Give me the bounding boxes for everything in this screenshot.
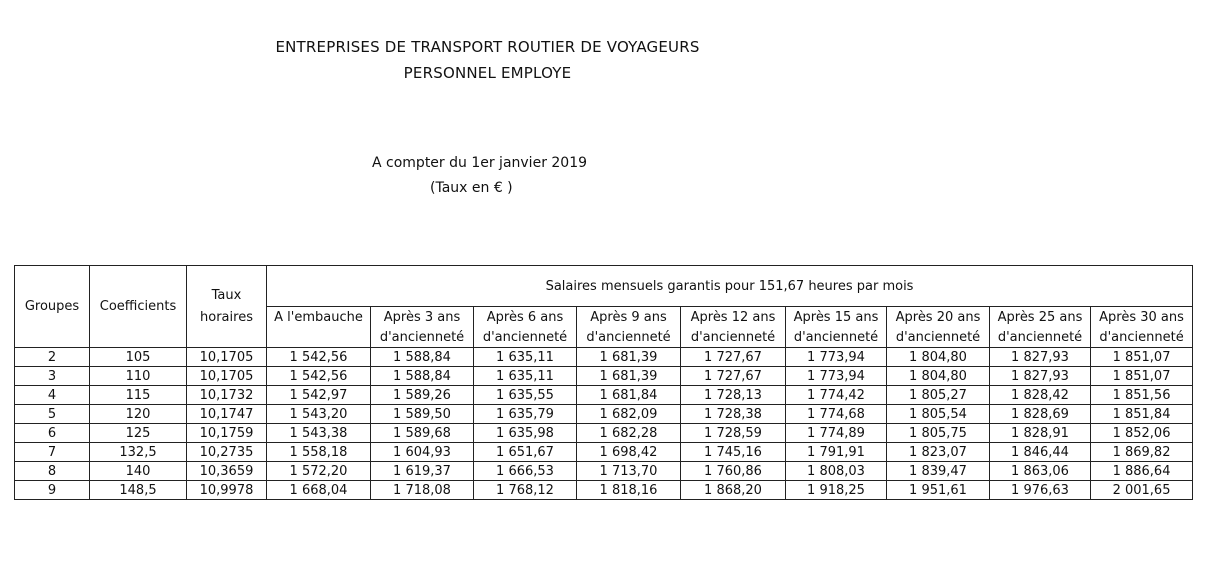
cell-salaire: 1 728,38: [681, 405, 786, 424]
cell-salaire: 1 774,89: [786, 424, 887, 443]
cell-salaire: 1 588,84: [371, 348, 474, 367]
cell-salaire: 1 852,06: [1091, 424, 1193, 443]
cell-coefficient: 110: [90, 367, 187, 386]
salary-col-header-line1: Après 20 ans: [887, 307, 990, 328]
cell-groupe: 8: [15, 462, 90, 481]
header-groupes: Groupes: [15, 266, 90, 348]
cell-salaire: 1 804,80: [887, 348, 990, 367]
cell-salaire: 1 589,50: [371, 405, 474, 424]
cell-salaire: 1 681,39: [577, 367, 681, 386]
cell-salaire: 1 635,79: [474, 405, 577, 424]
cell-groupe: 2: [15, 348, 90, 367]
cell-taux-horaire: 10,1759: [187, 424, 267, 443]
cell-salaire: 1 635,11: [474, 367, 577, 386]
cell-salaire: 1 635,55: [474, 386, 577, 405]
salary-col-header-line1: Après 12 ans: [681, 307, 786, 328]
salary-col-header-line2: d'ancienneté: [577, 327, 681, 348]
cell-salaire: 1 635,11: [474, 348, 577, 367]
cell-salaire: 1 681,84: [577, 386, 681, 405]
cell-salaire: 1 851,84: [1091, 405, 1193, 424]
cell-salaire: 1 760,86: [681, 462, 786, 481]
cell-salaire: 1 828,42: [990, 386, 1091, 405]
cell-taux-horaire: 10,9978: [187, 481, 267, 500]
cell-groupe: 3: [15, 367, 90, 386]
cell-salaire: 1 682,09: [577, 405, 681, 424]
salary-col-header-line1: Après 25 ans: [990, 307, 1091, 328]
cell-salaire: 1 804,80: [887, 367, 990, 386]
table-row: [15, 443, 1193, 462]
cell-salaire: 1 827,93: [990, 348, 1091, 367]
cell-salaire: 1 868,20: [681, 481, 786, 500]
table-row: [15, 462, 1193, 481]
cell-salaire: 1 828,91: [990, 424, 1091, 443]
table-row: [15, 367, 1193, 386]
table-row: [15, 481, 1193, 500]
table-row: [15, 424, 1193, 443]
cell-salaire: 1 869,82: [1091, 443, 1193, 462]
salary-col-header-line2: d'ancienneté: [1091, 327, 1193, 348]
salary-col-header-line2: d'ancienneté: [474, 327, 577, 348]
effective-date: A compter du 1er janvier 2019: [372, 155, 588, 171]
cell-salaire: 1 589,68: [371, 424, 474, 443]
cell-salaire: 1 886,64: [1091, 462, 1193, 481]
header-coefficients: Coefficients: [90, 266, 187, 348]
cell-salaire: 1 588,84: [371, 367, 474, 386]
cell-salaire: 1 727,67: [681, 348, 786, 367]
table-row: [15, 386, 1193, 405]
cell-salaire: 1 718,08: [371, 481, 474, 500]
salary-col-header-line1: Après 30 ans: [1091, 307, 1193, 328]
cell-salaire: 1 727,67: [681, 367, 786, 386]
cell-salaire: 1 543,20: [267, 405, 371, 424]
cell-salaire: 1 851,56: [1091, 386, 1193, 405]
cell-salaire: 1 808,03: [786, 462, 887, 481]
salary-table: [14, 265, 1193, 500]
cell-salaire: 1 542,97: [267, 386, 371, 405]
cell-taux-horaire: 10,1732: [187, 386, 267, 405]
cell-coefficient: 105: [90, 348, 187, 367]
salary-col-header-line1: Après 3 ans: [371, 307, 474, 328]
cell-salaire: 1 604,93: [371, 443, 474, 462]
salary-col-header-line1: Après 6 ans: [474, 307, 577, 328]
document-title: ENTREPRISES DE TRANSPORT ROUTIER DE VOYAGEURS: [275, 38, 700, 56]
cell-salaire: 1 713,70: [577, 462, 681, 481]
cell-salaire: 1 682,28: [577, 424, 681, 443]
cell-salaire: 1 851,07: [1091, 348, 1193, 367]
cell-salaire: 1 827,93: [990, 367, 1091, 386]
cell-salaire: 1 668,04: [267, 481, 371, 500]
cell-salaire: 1 774,68: [786, 405, 887, 424]
cell-groupe: 6: [15, 424, 90, 443]
cell-groupe: 9: [15, 481, 90, 500]
cell-salaire: 1 728,59: [681, 424, 786, 443]
salary-col-header-line1: Après 9 ans: [577, 307, 681, 328]
salary-col-header-line2: d'ancienneté: [371, 327, 474, 348]
cell-salaire: 1 543,38: [267, 424, 371, 443]
cell-taux-horaire: 10,1705: [187, 348, 267, 367]
cell-salaire: 1 728,13: [681, 386, 786, 405]
header-taux-line1: Taux: [211, 287, 242, 303]
salary-col-header-line1: A l'embauche: [267, 307, 371, 328]
cell-salaire: 1 572,20: [267, 462, 371, 481]
header-taux-line2: horaires: [200, 309, 253, 325]
cell-salaire: 1 768,12: [474, 481, 577, 500]
cell-salaire: 1 542,56: [267, 348, 371, 367]
salary-col-header-line2: d'ancienneté: [990, 327, 1091, 348]
cell-salaire: 1 823,07: [887, 443, 990, 462]
cell-salaire: 1 805,75: [887, 424, 990, 443]
cell-salaire: 1 805,27: [887, 386, 990, 405]
cell-salaire: 1 774,42: [786, 386, 887, 405]
salary-col-header-line2: d'ancienneté: [887, 327, 990, 348]
cell-salaire: 2 001,65: [1091, 481, 1193, 500]
cell-taux-horaire: 10,1705: [187, 367, 267, 386]
cell-salaire: 1 863,06: [990, 462, 1091, 481]
currency-note: (Taux en € ): [430, 180, 513, 196]
cell-salaire: 1 818,16: [577, 481, 681, 500]
cell-salaire: 1 745,16: [681, 443, 786, 462]
cell-taux-horaire: 10,1747: [187, 405, 267, 424]
cell-taux-horaire: 10,2735: [187, 443, 267, 462]
cell-salaire: 1 976,63: [990, 481, 1091, 500]
cell-salaire: 1 839,47: [887, 462, 990, 481]
salary-col-header-line2: [267, 327, 371, 348]
cell-groupe: 7: [15, 443, 90, 462]
cell-salaire: 1 846,44: [990, 443, 1091, 462]
cell-salaire: 1 589,26: [371, 386, 474, 405]
cell-salaire: 1 773,94: [786, 367, 887, 386]
cell-coefficient: 140: [90, 462, 187, 481]
cell-salaire: 1 619,37: [371, 462, 474, 481]
cell-groupe: 4: [15, 386, 90, 405]
cell-salaire: 1 951,61: [887, 481, 990, 500]
table-row: [15, 348, 1193, 367]
salary-col-header-line2: d'ancienneté: [786, 327, 887, 348]
header-taux-horaires: [187, 266, 267, 348]
cell-salaire: 1 918,25: [786, 481, 887, 500]
header-salaires-group: Salaires mensuels garantis pour 151,67 heures par mois: [267, 266, 1193, 307]
cell-salaire: 1 558,18: [267, 443, 371, 462]
cell-taux-horaire: 10,3659: [187, 462, 267, 481]
table-row: [15, 405, 1193, 424]
cell-coefficient: 148,5: [90, 481, 187, 500]
cell-groupe: 5: [15, 405, 90, 424]
cell-salaire: 1 773,94: [786, 348, 887, 367]
cell-coefficient: 120: [90, 405, 187, 424]
cell-salaire: 1 651,67: [474, 443, 577, 462]
cell-salaire: 1 542,56: [267, 367, 371, 386]
cell-salaire: 1 635,98: [474, 424, 577, 443]
cell-salaire: 1 828,69: [990, 405, 1091, 424]
cell-salaire: 1 851,07: [1091, 367, 1193, 386]
salary-col-header-line1: Après 15 ans: [786, 307, 887, 328]
cell-salaire: 1 805,54: [887, 405, 990, 424]
cell-salaire: 1 791,91: [786, 443, 887, 462]
cell-salaire: 1 681,39: [577, 348, 681, 367]
document-subtitle: PERSONNEL EMPLOYE: [403, 64, 572, 82]
cell-coefficient: 115: [90, 386, 187, 405]
cell-salaire: 1 698,42: [577, 443, 681, 462]
cell-coefficient: 125: [90, 424, 187, 443]
cell-coefficient: 132,5: [90, 443, 187, 462]
cell-salaire: 1 666,53: [474, 462, 577, 481]
salary-col-header-line2: d'ancienneté: [681, 327, 786, 348]
